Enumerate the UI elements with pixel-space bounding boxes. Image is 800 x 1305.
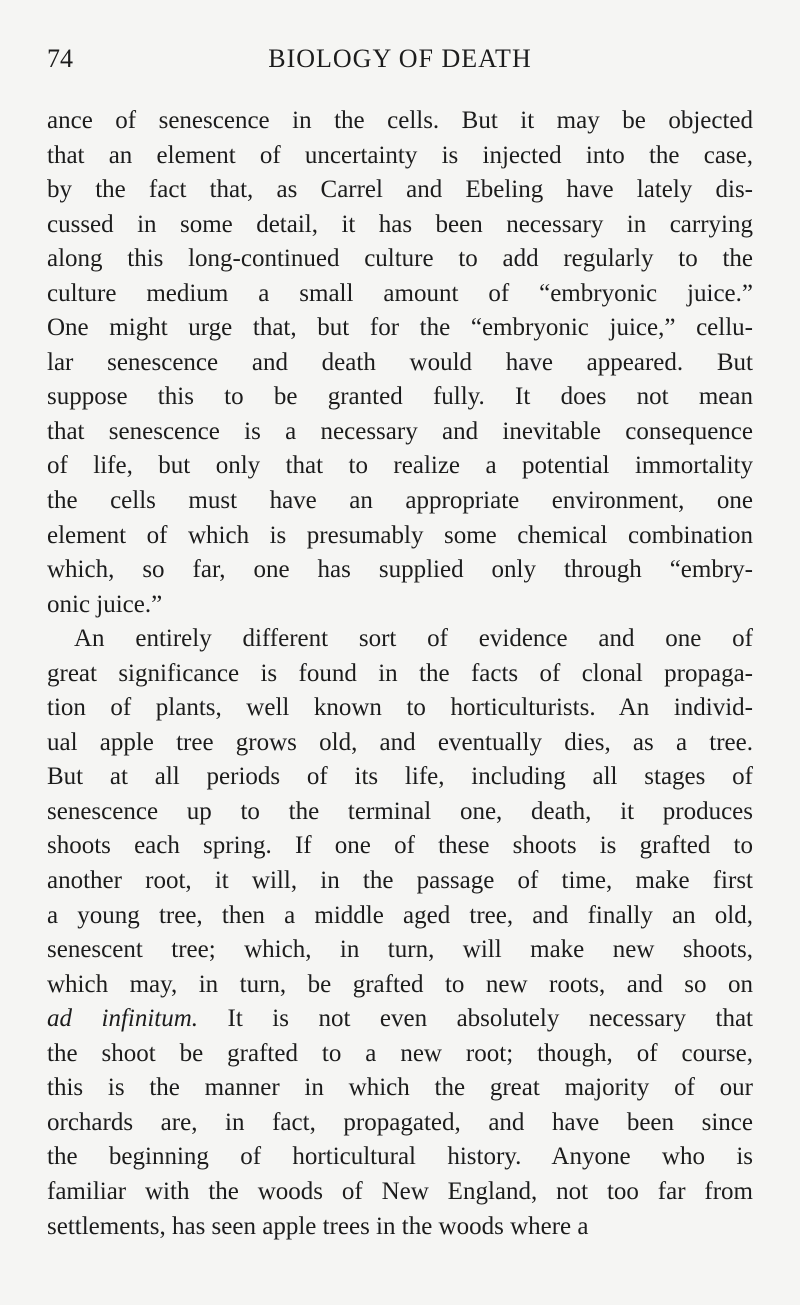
line-text: It is not even absolutely necessary that — [198, 1005, 753, 1033]
line-text: another root, it will, in the passage of time, make first — [47, 867, 753, 895]
text-line — [47, 346, 753, 381]
line-text: of life, but only that to realize a potential immortality — [47, 452, 753, 480]
text-line — [47, 622, 753, 657]
line-text: senescent tree; which, in turn, will make new shoots, — [47, 936, 753, 964]
text-line — [47, 968, 753, 1003]
text-line — [47, 277, 753, 312]
line-text: settlements, has seen apple trees in the woods where a — [47, 1212, 589, 1240]
line-text: onic juice.” — [47, 590, 163, 618]
text-line — [47, 484, 753, 519]
text-line — [47, 899, 753, 934]
line-text: the cells must have an appropriate environment, one — [47, 487, 753, 515]
line-text: ance of senescence in the cells. But it may be objected — [47, 107, 753, 134]
line-text: which may, in turn, be grafted to new roots, and so on — [47, 970, 753, 998]
line-text: shoots each spring. If one of these shoots is grafted to — [47, 832, 753, 860]
line-text: tion of plants, well known to horticulturists. An individ- — [47, 694, 753, 722]
text-line — [47, 657, 753, 692]
running-title: BIOLOGY OF DEATH — [268, 44, 532, 73]
text-line — [47, 1175, 753, 1210]
line-text: along this long-continued culture to add regularly to the — [47, 245, 753, 273]
line-text: that an element of uncertainty is injected into the case, — [47, 141, 753, 169]
line-text: a young tree, then a middle aged tree, and finally an old, — [47, 901, 753, 929]
line-text: which, so far, one has supplied only through “embry- — [47, 556, 753, 584]
text-line — [47, 726, 753, 761]
line-text: But at all periods of its life, including all stages of — [47, 763, 753, 791]
text-line — [47, 449, 753, 484]
line-text: the beginning of horticultural history. Anyone who is — [47, 1143, 753, 1171]
text-line — [47, 208, 753, 243]
line-text: that senescence is a necessary and inevitable consequence — [47, 417, 753, 445]
text-line — [47, 242, 753, 277]
italic-phrase: ad infinitum. — [47, 1005, 199, 1033]
text-line — [47, 104, 753, 139]
text-line — [47, 1140, 753, 1175]
body-text — [47, 104, 753, 1244]
line-text: suppose this to be granted fully. It does not mean — [47, 383, 753, 411]
text-line — [47, 864, 753, 899]
line-text: the shoot be grafted to a new root; though, of course, — [47, 1039, 753, 1067]
text-line — [47, 1071, 753, 1106]
page-header — [47, 44, 753, 78]
line-text: lar senescence and death would have appeared. But — [47, 348, 753, 376]
line-text: ual apple tree grows old, and eventually dies, as a tree. — [47, 728, 753, 756]
text-line — [47, 139, 753, 174]
text-line — [47, 829, 753, 864]
text-line — [47, 795, 753, 830]
text-line — [47, 588, 753, 623]
line-text: element of which is presumably some chemical combination — [47, 521, 753, 549]
line-text: familiar with the woods of New England, not too far from — [47, 1177, 753, 1205]
line-text: this is the manner in which the great majority of our — [47, 1074, 753, 1102]
line-text: An entirely different sort of evidence and one of — [74, 625, 753, 653]
text-line — [47, 1002, 753, 1037]
line-text: cussed in some detail, it has been necessary in carrying — [47, 210, 753, 238]
line-text: culture medium a small amount of “embryonic juice.” — [47, 279, 753, 307]
line-text: by the fact that, as Carrel and Ebeling have lately dis- — [47, 176, 753, 204]
text-line — [47, 311, 753, 346]
line-text: One might urge that, but for the “embryonic juice,” cellu- — [47, 314, 753, 342]
text-line — [47, 415, 753, 450]
text-line — [47, 380, 753, 415]
line-text: orchards are, in fact, propagated, and have been since — [47, 1108, 753, 1136]
text-line — [47, 760, 753, 795]
text-line — [47, 691, 753, 726]
line-text: great significance is found in the facts of clonal propaga- — [47, 659, 753, 687]
text-line — [47, 1037, 753, 1072]
line-text: senescence up to the terminal one, death, it produces — [47, 797, 753, 825]
text-line — [47, 1106, 753, 1141]
text-line — [47, 553, 753, 588]
text-line — [47, 173, 753, 208]
page-number: 74 — [47, 44, 73, 73]
text-line — [47, 933, 753, 968]
text-line — [47, 1210, 753, 1245]
text-line — [47, 519, 753, 554]
